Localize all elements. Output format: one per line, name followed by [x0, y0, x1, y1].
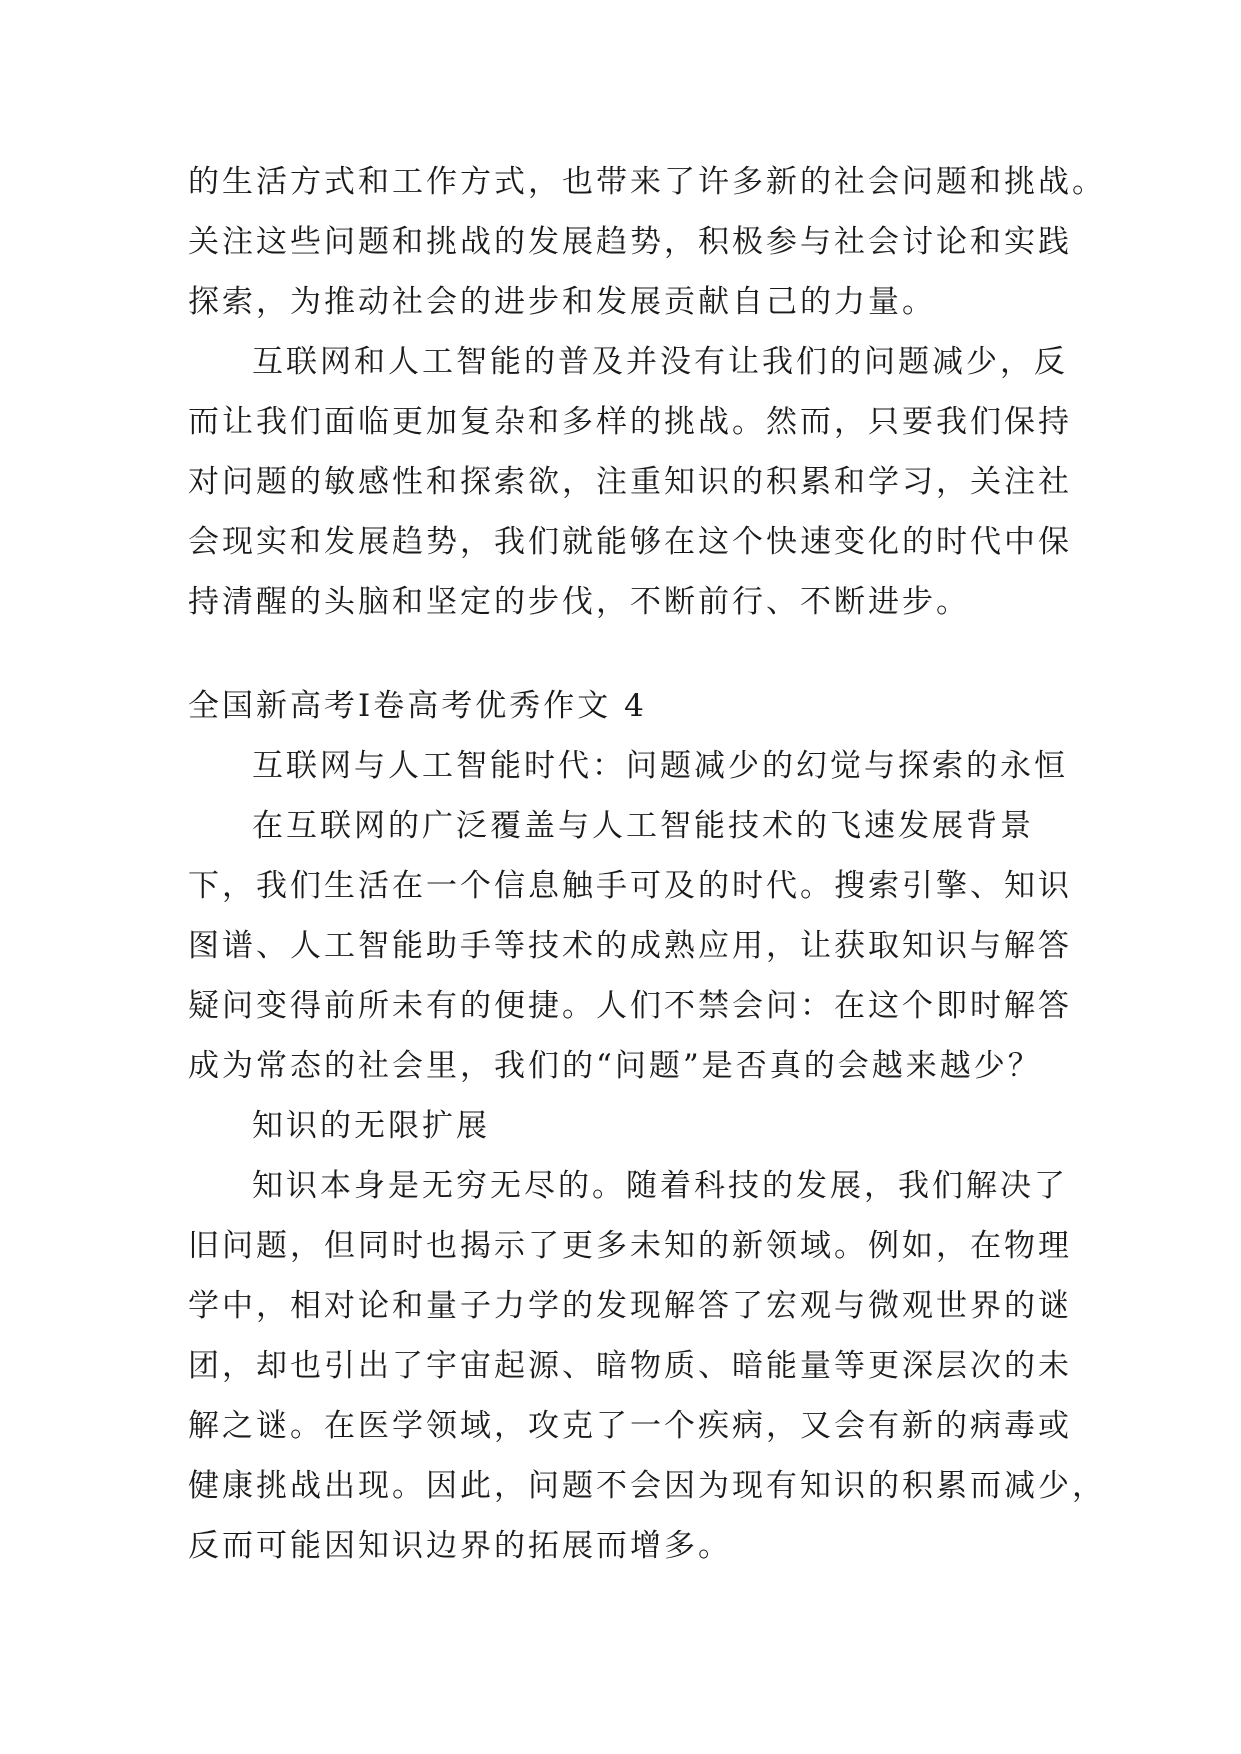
paragraph-line: 疑问变得前所未有的便捷。人们不禁会问：在这个即时解答 — [188, 988, 1072, 1024]
paragraph-line: 下，我们生活在一个信息触手可及的时代。搜索引擎、知识 — [188, 868, 1072, 904]
paragraph-line: 图谱、人工智能助手等技术的成熟应用，让获取知识与解答 — [188, 928, 1072, 964]
paragraph-line: 在互联网的广泛覆盖与人工智能技术的飞速发展背景 — [252, 808, 1034, 844]
section-heading: 全国新高考Ⅰ卷高考优秀作文 4 — [188, 688, 647, 724]
paragraph-line: 关注这些问题和挑战的发展趋势，积极参与社会讨论和实践 — [188, 224, 1072, 260]
paragraph-line: 学中，相对论和量子力学的发现解答了宏观与微观世界的谜 — [188, 1288, 1072, 1324]
paragraph-line: 互联网和人工智能的普及并没有让我们的问题减少，反 — [252, 344, 1068, 380]
paragraph-line: 旧问题，但同时也揭示了更多未知的新领域。例如，在物理 — [188, 1228, 1072, 1264]
subsection-heading: 知识的无限扩展 — [252, 1108, 490, 1144]
paragraph-line: 对问题的敏感性和探索欲，注重知识的积累和学习，关注社 — [188, 464, 1072, 500]
essay-title: 互联网与人工智能时代：问题减少的幻觉与探索的永恒 — [252, 748, 1068, 784]
paragraph-line: 解之谜。在医学领域，攻克了一个疾病，又会有新的病毒或 — [188, 1408, 1072, 1444]
paragraph-line: 知识本身是无穷无尽的。随着科技的发展，我们解决了 — [252, 1168, 1068, 1204]
paragraph-line: 的生活方式和工作方式，也带来了许多新的社会问题和挑战。 — [188, 164, 1106, 200]
paragraph-line: 反而可能因知识边界的拓展而增多。 — [188, 1528, 732, 1564]
paragraph-line: 成为常态的社会里，我们的“问题”是否真的会越来越少？ — [188, 1048, 1042, 1084]
paragraph-line: 团，却也引出了宇宙起源、暗物质、暗能量等更深层次的未 — [188, 1348, 1072, 1384]
paragraph-line: 而让我们面临更加复杂和多样的挑战。然而，只要我们保持 — [188, 404, 1072, 440]
paragraph-line: 持清醒的头脑和坚定的步伐，不断前行、不断进步。 — [188, 584, 970, 620]
paragraph-line: 探索，为推动社会的进步和发展贡献自己的力量。 — [188, 284, 936, 320]
paragraph-line: 会现实和发展趋势，我们就能够在这个快速变化的时代中保 — [188, 524, 1072, 560]
paragraph-line: 健康挑战出现。因此，问题不会因为现有知识的积累而减少， — [188, 1468, 1106, 1504]
